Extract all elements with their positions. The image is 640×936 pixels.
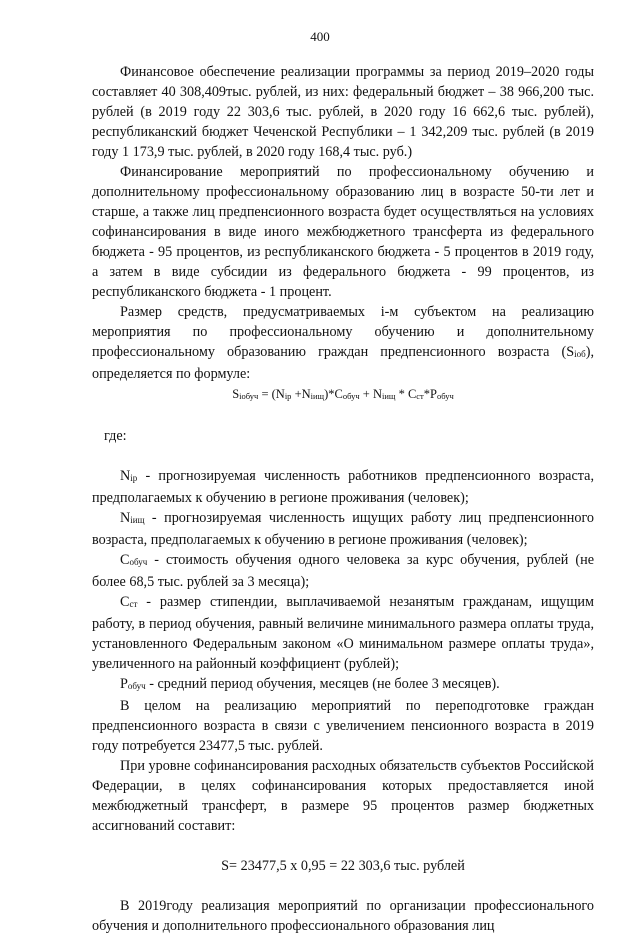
formula-plus1: +N <box>291 387 311 401</box>
definition-symbol: C <box>120 594 130 610</box>
definition-symbol: C <box>120 552 130 568</box>
formula-result: S= 23477,5 х 0,95 = 22 303,6 тыс. рублей <box>221 858 465 874</box>
formula-s: S <box>232 387 240 401</box>
definition-p-obuch <box>92 674 594 696</box>
paragraph-funds-size-text: Размер средств, предусматриваемых i-м субъектом на реализацию мероприятия по профессиональному обучению и дополнительному профессиональному образованию граждан предпенсионного возраста (S <box>92 304 594 360</box>
definition-symbol-sub: ст <box>129 599 138 609</box>
definition-symbol: P <box>120 676 128 692</box>
formula-mul2: * C <box>395 387 417 401</box>
definition-text: - стоимость обучения одного человека за курс обучения, рублей (не более 68,5 тыс. рублей за 3 месяца); <box>92 552 594 590</box>
formula-mul1: )*C <box>324 387 343 401</box>
formula-c-sub: обуч <box>342 391 360 401</box>
paragraph-retraining-total: В целом на реализацию мероприятий по переподготовке граждан предпенсионного возраста в связи с увеличением пенсионного возраста в 2019 году потребуется 23477,5 тыс. рублей. <box>92 698 594 754</box>
paragraph-funds-size <box>92 302 594 384</box>
definition-symbol-sub: обуч <box>129 557 148 567</box>
definition-symbol-sub: обуч <box>127 681 146 691</box>
paragraph-cofinancing: Финансирование мероприятий по профессиональному обучению и дополнительному профессиональному образованию лиц в возрасте 50-ти лет и старше, а также лиц предпенсионного возраста будет осуществляться на условиях софинансирования в виде иного межбюджетного трансферта из федерального бюджета - 95 процентов, из республиканского бюджета - 5 процентов в 2019 году, а затем в виде субсидии из федерального бюджета - 99 процентов, из республиканского бюджета - 1 процент. <box>92 164 594 300</box>
formula-plus2: + N <box>359 387 382 401</box>
paragraph-cofinancing-level: При уровне софинансирования расходных обязательств субъектов Российской Федерации, в целях софинансирования которых предоставляется иной межбюджетный трансферт, в размере 95 процентов размер бюджетных ассигнований составит: <box>92 758 594 834</box>
formula-p-sub: обуч <box>436 391 454 401</box>
spacer <box>92 406 594 426</box>
paragraph-2019-activities: В 2019году реализация мероприятий по организации профессионального обучения и дополнительного профессионального образования лиц <box>92 898 594 934</box>
spacer <box>92 876 594 896</box>
definition-symbol: N <box>120 510 131 526</box>
document-body <box>92 62 594 936</box>
formula-s-sub: iобуч <box>239 391 259 401</box>
definition-symbol: N <box>120 468 131 484</box>
definition-symbol-sub: iищ <box>130 515 145 525</box>
spacer <box>92 836 594 856</box>
formula-n3-sub: iищ <box>381 391 396 401</box>
definition-n-iish <box>92 508 594 550</box>
definition-n-ip <box>92 466 594 508</box>
where-label: где: <box>104 428 127 444</box>
definition-text: - размер стипендии, выплачиваемой незанятым гражданам, ищущим работу, в период обучения, равный величине минимального размера оплаты труда, установленного Федеральным законом «О минимальном размере оплаты труда», увеличенного на районный коэффициент (рублей); <box>92 594 594 672</box>
page-number: 400 <box>310 29 330 44</box>
formula-eq: = (N <box>258 387 285 401</box>
formula-cost <box>92 384 594 406</box>
definition-text: - прогнозируемая численность ищущих работу лиц предпенсионного возраста, предполагаемых к обучению в регионе проживания (человек); <box>92 510 594 548</box>
formula-cst-sub: ст <box>416 391 424 401</box>
formula-mul3: *P <box>423 387 437 401</box>
paragraph-funds-size-sub: iоб <box>574 349 586 359</box>
definition-c-st <box>92 592 594 674</box>
definition-text: - прогнозируемая численность работников предпенсионного возраста, предполагаемых к обучению в регионе проживания (человек); <box>92 468 594 506</box>
formula-n2-sub: iищ <box>310 391 325 401</box>
paragraph-financing-total: Финансовое обеспечение реализации программы за период 2019–2020 годы составляет 40 308,409тыс. рублей, из них: федеральный бюджет – 38 966,200 тыс. рублей (в 2019 году 22 303,6 тыс. рублей, в 2020 году 16 662,6 тыс. рублей), республиканский бюджет Чеченской Республики – 1 342,209 тыс. рублей (в 2019 году 1 173,9 тыс. рублей, в 2020 году 168,4 тыс. руб.) <box>92 64 594 160</box>
definition-c-obuch <box>92 550 594 592</box>
definition-text: - средний период обучения, месяцев (не более 3 месяцев). <box>145 676 500 692</box>
definition-symbol-sub: ip <box>130 473 138 483</box>
paragraph-funds-size-end: ), определяется по формуле: <box>92 344 594 382</box>
formula-n1-sub: ip <box>284 391 292 401</box>
spacer <box>92 446 594 466</box>
